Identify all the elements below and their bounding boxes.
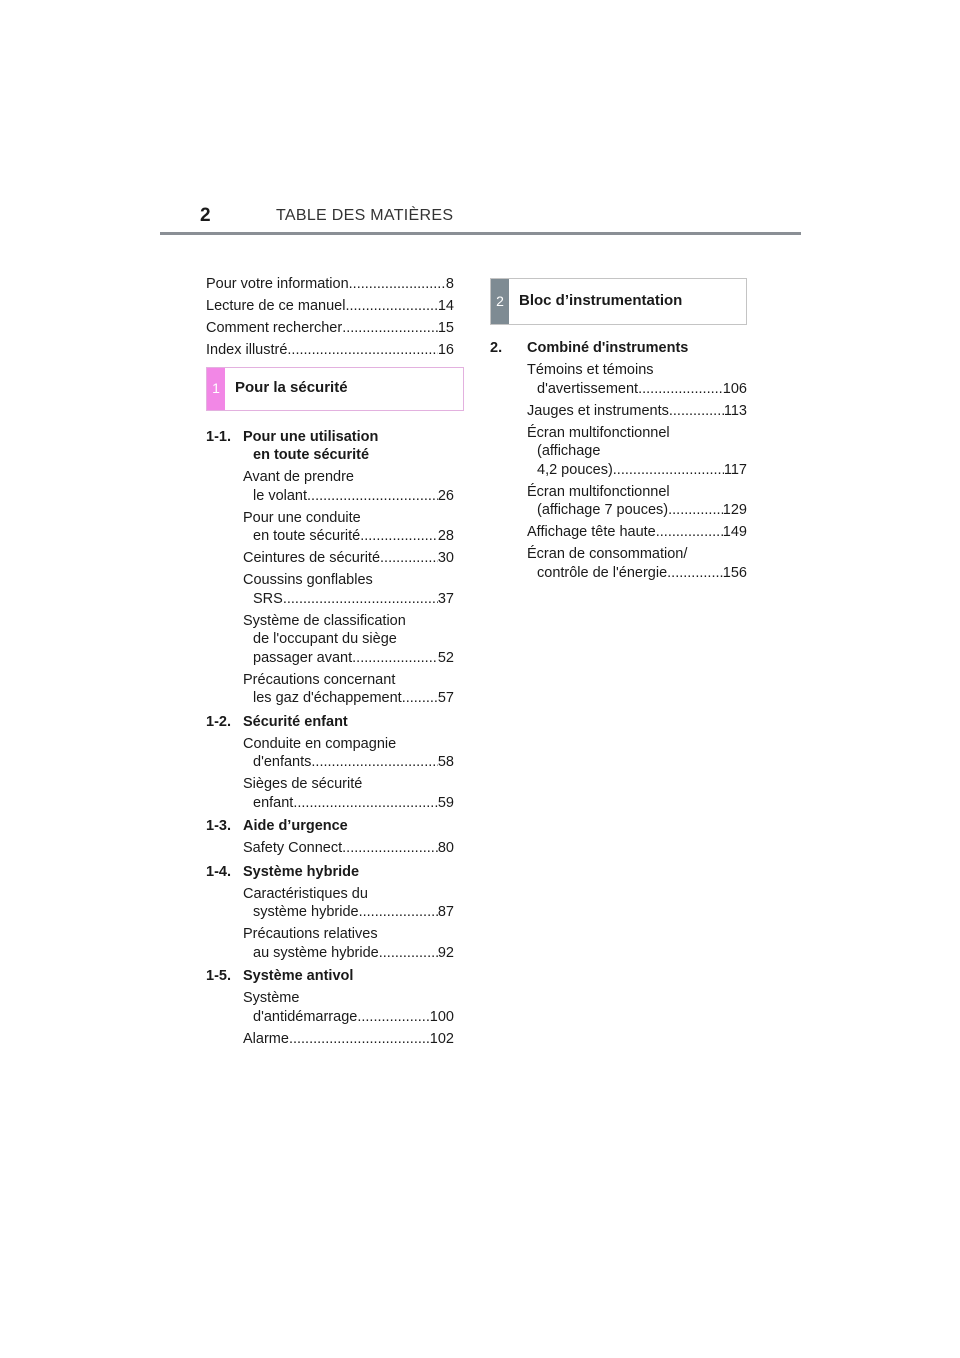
toc-item-page: 15: [437, 320, 454, 336]
toc-entry-last[interactable]: [243, 944, 454, 963]
toc-entry-line: Système de classification: [243, 612, 406, 629]
toc-entry-last-title: Safety Connect: [243, 840, 343, 856]
toc-entry-last-leader: [307, 487, 438, 506]
toc-entry-last-page: 100: [429, 1008, 454, 1025]
header-rule: [160, 232, 801, 235]
toc-entry-last-leader: [380, 549, 438, 568]
toc-entry-last-title: (affichage 7 pouces): [537, 502, 669, 518]
header-title: TABLE DES MATIÈRES: [276, 207, 454, 224]
toc-item-leader: [287, 341, 437, 360]
toc-entry[interactable]: [243, 571, 454, 608]
toc-entry-last-leader: [667, 564, 723, 583]
toc-entry-last[interactable]: [243, 527, 454, 546]
toc-entry-last-leader: [402, 689, 438, 708]
toc-entry[interactable]: [243, 468, 454, 505]
toc-entry-last-title: les gaz d'échappement: [253, 690, 402, 706]
toc-entry-line: Écran multifonctionnel: [527, 483, 670, 500]
toc-entry-line: Écran de consommation/: [527, 546, 688, 562]
toc-entry-last-page: 117: [723, 461, 747, 478]
toc-entry-last-page: 156: [722, 564, 747, 581]
page-number: 2: [200, 205, 211, 226]
toc-item-title: Pour votre information: [206, 276, 349, 292]
toc-entry-last[interactable]: [243, 1008, 454, 1027]
toc-entry-last[interactable]: [527, 461, 747, 480]
chapter-title-line: Système hybride: [243, 863, 360, 880]
chapter-heading[interactable]: [206, 817, 454, 836]
section-1-tab: 1: [207, 368, 225, 410]
toc-entry-last-page: 52: [437, 649, 454, 666]
toc-entry-last-title: Jauges et instruments: [527, 402, 669, 419]
toc-entry[interactable]: [527, 523, 747, 542]
toc-entry-line: Avant de prendre: [243, 469, 354, 485]
toc-entry-line: Sièges de sécurité: [243, 776, 363, 792]
toc-entry-last[interactable]: [527, 402, 747, 421]
section-1-chapters: [206, 428, 454, 1049]
toc-entry-last-leader: [613, 461, 724, 480]
toc-entry-last-title: le volant: [253, 487, 308, 504]
toc-entry-last-page: 102: [429, 1030, 454, 1047]
section-1-title: Pour la sécurité: [235, 379, 348, 397]
chapter-heading[interactable]: [206, 713, 454, 732]
toc-entry[interactable]: [243, 509, 454, 546]
toc-entry-last[interactable]: [243, 903, 454, 922]
toc-entry[interactable]: [527, 361, 747, 398]
toc-entry-last-leader: [360, 527, 438, 546]
toc-entry-last-leader: [638, 380, 723, 399]
toc-entry-last-leader: [283, 590, 438, 609]
chapter-title-line: Sécurité enfant: [243, 713, 348, 730]
toc-entry-last[interactable]: [527, 523, 747, 542]
toc-entry-last[interactable]: [243, 689, 454, 708]
toc-entry-last-leader: [352, 649, 438, 668]
toc-entry-line: Témoins et témoins: [527, 362, 654, 378]
toc-entry-line: Coussins gonflables: [243, 572, 373, 588]
chapter-number: 1-1.: [206, 428, 231, 445]
toc-entry[interactable]: [243, 612, 454, 668]
toc-entry[interactable]: [243, 671, 454, 708]
toc-entry-last-page: 58: [437, 754, 454, 770]
toc-entry-last-page: 57: [437, 690, 454, 706]
chapter-title-line: Aide d’urgence: [243, 818, 348, 834]
toc-item-page: 16: [437, 342, 454, 358]
toc-entry[interactable]: [243, 735, 454, 772]
chapter-title: [243, 713, 348, 732]
toc-entry-last-title: 4,2 pouces): [537, 461, 613, 478]
toc-item[interactable]: [206, 275, 454, 294]
toc-entry-last[interactable]: [243, 590, 454, 609]
toc-item-title: Lecture de ce manuel: [206, 298, 346, 314]
toc-entry-line: Précautions concernant: [243, 671, 396, 688]
toc-entry-line: de l'occupant du siège: [253, 631, 397, 647]
toc-entry-last-title: contrôle de l'énergie: [537, 564, 668, 581]
chapter-heading[interactable]: [206, 428, 454, 465]
chapter-title: [527, 339, 688, 358]
toc-entry-last[interactable]: [243, 649, 454, 668]
toc-entry[interactable]: [527, 402, 747, 421]
toc-item[interactable]: [206, 341, 454, 360]
toc-entry-last-page: 26: [437, 487, 454, 504]
toc-entry-line: Caractéristiques du: [243, 885, 368, 902]
chapter-heading[interactable]: [490, 339, 747, 358]
toc-entry[interactable]: [243, 989, 454, 1026]
toc-entry-last-page: 30: [437, 550, 454, 566]
toc-entry[interactable]: [243, 549, 454, 568]
toc-entry[interactable]: [527, 424, 747, 480]
toc-item-page: 14: [437, 298, 454, 314]
chapter-title: [243, 967, 353, 986]
section-1-heading: [206, 367, 464, 411]
chapter-number: 1-4.: [206, 863, 231, 880]
chapter-title-line: en toute sécurité: [253, 447, 370, 463]
chapter-title-line: Système antivol: [243, 968, 354, 984]
toc-entry-last[interactable]: [527, 564, 747, 583]
toc-entry-last[interactable]: [527, 380, 747, 399]
toc-entry-last-leader: [669, 402, 724, 421]
toc-item-leader: [345, 297, 437, 316]
toc-entry-last[interactable]: [243, 839, 454, 858]
toc-item-leader: [349, 275, 446, 294]
toc-entry-last-title: système hybride: [253, 904, 359, 920]
toc-entry-last-title: Affichage tête haute: [527, 524, 656, 540]
chapter-heading[interactable]: [206, 967, 454, 986]
chapter-number: 2.: [490, 340, 503, 356]
toc-item-page: 8: [445, 276, 454, 292]
toc-entry-last-title: Alarme: [243, 1030, 289, 1047]
toc-entry-last-leader: [656, 523, 723, 542]
toc-entry-last-leader: [289, 1030, 430, 1049]
toc-entry-last-page: 149: [722, 524, 747, 540]
toc-entry-last-title: SRS: [253, 590, 283, 607]
toc-entry-line: Écran multifonctionnel: [527, 424, 670, 441]
chapter-heading[interactable]: [206, 863, 454, 882]
toc-entry-last-leader: [311, 753, 437, 772]
chapter-title-line: Pour une utilisation: [243, 428, 379, 445]
toc-entry-line: Système: [243, 990, 300, 1006]
toc-entry-last-title: d'avertissement: [537, 380, 639, 397]
toc-entry-last-title: passager avant: [253, 649, 353, 666]
toc-entry-last[interactable]: [527, 501, 747, 520]
toc-entry-last-page: 80: [437, 840, 454, 856]
toc-entry-last-leader: [379, 944, 438, 963]
intro-list: [206, 275, 454, 360]
toc-entry-line: Conduite en compagnie: [243, 735, 397, 752]
chapter-number: 1-5.: [206, 968, 231, 984]
chapter-title-line: Combiné d'instruments: [527, 340, 689, 356]
toc-entry-last[interactable]: [243, 794, 454, 813]
chapter-title: [243, 863, 359, 882]
toc-entry-last-title: d'enfants: [253, 754, 312, 770]
toc-item-title: Index illustré: [206, 342, 288, 358]
toc-entry[interactable]: [243, 925, 454, 962]
toc-entry[interactable]: [243, 775, 454, 812]
toc-entry-last-leader: [359, 903, 438, 922]
toc-entry-line: Pour une conduite: [243, 509, 361, 526]
toc-entry[interactable]: [527, 483, 747, 520]
toc-entry-last-page: 92: [437, 944, 454, 961]
toc-entry[interactable]: [527, 545, 747, 582]
section-2-tab: 2: [491, 279, 509, 324]
toc-entry-last-page: 28: [437, 528, 454, 544]
toc-entry-last-leader: [342, 839, 438, 858]
toc-entry-line: Précautions relatives: [243, 926, 378, 942]
toc-entry-last-title: enfant: [253, 794, 294, 811]
toc-entry-line: (affichage: [537, 443, 601, 459]
toc-entry-last-page: 59: [437, 794, 454, 811]
toc-entry-last-page: 129: [722, 502, 747, 518]
toc-entry-last-page: 106: [722, 380, 747, 397]
chapter-title: [243, 817, 348, 836]
toc-entry[interactable]: [243, 839, 454, 858]
section-2-chapters: [490, 339, 747, 582]
toc-entry-last-leader: [293, 794, 438, 813]
left-column: [206, 275, 454, 1048]
toc-entry-last-leader: [668, 501, 723, 520]
page-header: [160, 205, 801, 233]
toc-entry-last[interactable]: [243, 753, 454, 772]
toc-entry-last[interactable]: [243, 1030, 454, 1049]
toc-entry-last-title: d'antidémarrage: [253, 1008, 358, 1025]
toc-entry-last[interactable]: [243, 549, 454, 568]
chapter-number: 1-2.: [206, 713, 231, 730]
toc-entry-last-title: Ceintures de sécurité: [243, 550, 381, 566]
section-2-heading: [490, 278, 747, 325]
toc-item-leader: [342, 319, 438, 338]
chapter-number: 1-3.: [206, 818, 231, 834]
toc-entry-last[interactable]: [243, 487, 454, 506]
toc-entry-last-page: 37: [437, 590, 454, 607]
toc-entry-last-title: en toute sécurité: [253, 528, 361, 544]
section-2-title: Bloc d’instrumentation: [519, 292, 683, 310]
toc-entry-last-page: 113: [723, 402, 747, 419]
toc-item[interactable]: [206, 319, 454, 338]
chapter-title: [243, 428, 378, 465]
toc-entry-last-title: au système hybride: [253, 944, 379, 961]
toc-entry-last-leader: [357, 1008, 429, 1027]
right-column: [490, 278, 747, 582]
toc-item[interactable]: [206, 297, 454, 316]
toc-entry-last-page: 87: [437, 904, 454, 920]
toc-item-title: Comment rechercher: [206, 320, 343, 336]
toc-entry[interactable]: [243, 1030, 454, 1049]
toc-entry[interactable]: [243, 885, 454, 922]
